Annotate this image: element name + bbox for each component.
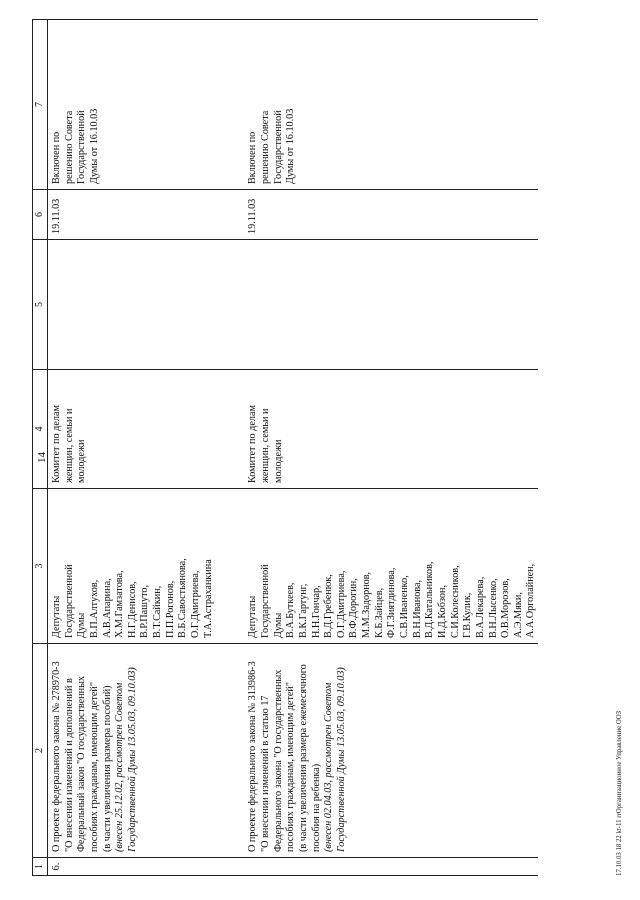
date-cell: 19.11.03 (244, 190, 538, 240)
agenda-table (32, 19, 538, 876)
table-row (48, 20, 216, 876)
initiator-line: В.Ф.Дорогин, (348, 578, 360, 638)
committee-line: женщин, семьи и (259, 408, 271, 483)
initiator-line: В.А.Буткеев, (285, 582, 297, 638)
empty-column-cell (244, 240, 538, 370)
committee-line: женщин, семьи и (63, 408, 75, 483)
note-line: Думы от 16.10.03 (88, 108, 100, 184)
row-spacer (215, 20, 244, 876)
committee-line: молодежи (76, 439, 88, 483)
initiator-line: Г.В.Кулик, (462, 592, 474, 638)
initiator-line: В.П.Алтухов, (88, 579, 100, 638)
page-number: 14 (36, 452, 48, 463)
initiator-line: П.П.Рогонов, (164, 580, 176, 638)
initiators-cell (48, 489, 216, 644)
column-number: 6 (33, 190, 48, 240)
initiator-line: Думы (76, 612, 88, 638)
bill-title-line: "О внесении изменений и дополнений в (63, 678, 75, 852)
initiator-line: Х.М.Гамзатова, (114, 570, 126, 638)
bill-note-line: Государственной Думы 13.05.03, 09.10.03) (126, 667, 138, 852)
initiator-line: В.Н.Иванова, (411, 579, 423, 638)
spacer-cell (215, 644, 244, 858)
bill-title-line: (в части увеличения размера ежемесячного (297, 664, 309, 852)
page-footer: 17.10.03 18 22 kt-11 rrОрганизационное Управление ООЗ (616, 710, 623, 876)
note-line: Государственной (272, 110, 284, 184)
initiator-line: О.Г.Дмитриева, (335, 570, 347, 638)
bill-title-line: Федерального закона "О государственных (272, 669, 284, 852)
bill-title-line: (в части увеличения размера пособий) (101, 685, 113, 852)
initiator-line: Думы (272, 612, 284, 638)
initiator-line: Н.Н.Гончар, (310, 585, 322, 638)
initiator-line: А.В.Апарина, (101, 578, 113, 638)
bill-title-line: Федеральный закон "О государственных (76, 675, 88, 852)
initiator-line: Государственной (259, 564, 271, 638)
committee-cell (48, 370, 216, 489)
initiator-line: Государственной (63, 564, 75, 638)
note-cell (244, 20, 538, 190)
initiator-line: В.Д.Гребенюк, (323, 574, 335, 638)
initiator-line: В.А.Лекарева, (474, 576, 486, 638)
note-line: Государственной (76, 110, 88, 184)
initiator-line: И.Д.Кобзон, (436, 584, 448, 638)
bill-title-cell (244, 644, 538, 858)
bill-title-line: О проекте федерального закона № 313986-3 (247, 661, 259, 852)
committee-line: молодежи (272, 439, 284, 483)
bill-note-line: (внесен 02.04.03, рассмотрен Советом (323, 682, 335, 852)
column-number: 1 (33, 858, 48, 876)
initiator-line: А.А.Орголайнен, (525, 563, 537, 638)
initiator-line: М.М.Задорнов, (361, 571, 373, 638)
column-number: 3 (33, 489, 48, 644)
column-number: 2 (33, 644, 48, 858)
spacer-cell (215, 370, 244, 489)
note-line: Включен по (51, 131, 62, 184)
bill-title-cell (48, 644, 216, 858)
committee-line: Комитет по делам (51, 405, 62, 483)
column-number-row (33, 20, 48, 876)
initiator-line: Депутаты (51, 595, 62, 638)
initiator-line: В.Д.Катальников, (424, 561, 436, 638)
note-cell (48, 20, 216, 190)
note-line: Включен по (247, 131, 259, 184)
initiator-line: Ф.Г.Зиятдинова, (386, 567, 398, 638)
spacer-cell (215, 489, 244, 644)
bill-note-line: (внесен 25.12.02, рассмотрен Советом (114, 682, 126, 852)
column-number: 4 (33, 370, 48, 489)
spacer-cell (215, 190, 244, 240)
bill-title-line: "О внесении изменений в статью 17 (259, 695, 271, 852)
initiator-line: Т.А.Астраханкина (202, 559, 214, 638)
note-line: решению Совета (259, 110, 271, 184)
bill-note-line: Государственной Думы 13.05.03, 09.10.03) (335, 667, 347, 852)
bill-title-line: пособия на ребенка) (310, 763, 322, 852)
initiator-line: В.Н.Лысенко, (487, 578, 499, 638)
date-cell: 19.11.03 (48, 190, 216, 240)
spacer-cell (215, 858, 244, 876)
initiator-line: О.Г.Дмитриева, (190, 570, 202, 638)
initiator-line: А.Э.Мяки, (512, 592, 524, 638)
initiator-line: С.И.Колесников, (449, 565, 461, 638)
initiator-line: Депутаты (247, 595, 259, 638)
initiator-line: С.В.Иваненко, (399, 575, 411, 638)
bill-title-line: пособиях гражданам, имеющим детей" (88, 681, 100, 852)
initiator-line: В.К.Гартунг, (297, 583, 309, 638)
initiator-line: В.Р.Пашуто, (139, 584, 151, 638)
committee-cell (244, 370, 538, 489)
column-number: 7 (33, 20, 48, 190)
item-number-cell (244, 858, 538, 876)
item-number-cell: 6. (48, 858, 216, 876)
table-row (244, 20, 538, 876)
committee-line: Комитет по делам (247, 405, 259, 483)
spacer-cell (215, 240, 244, 370)
initiators-cell (244, 489, 538, 644)
note-line: Думы от 16.10.03 (285, 108, 297, 184)
initiator-line: К.Б.Зайцев, (373, 587, 385, 638)
initiator-line: В.Б.Савостьянова, (177, 558, 189, 638)
initiator-line: В.Т.Сайкин, (152, 585, 164, 638)
bill-title-line: О проекте федерального закона № 278970-3 (51, 661, 62, 852)
spacer-cell (215, 20, 244, 190)
note-line: решению Совета (63, 110, 75, 184)
empty-column-cell (48, 240, 216, 370)
initiator-line: О.В.Морозов, (500, 578, 512, 638)
initiator-line: Н.Г.Денисов, (126, 581, 138, 638)
column-number: 5 (33, 240, 48, 370)
bill-title-line: пособиях гражданам, имеющим детей" (285, 681, 297, 852)
